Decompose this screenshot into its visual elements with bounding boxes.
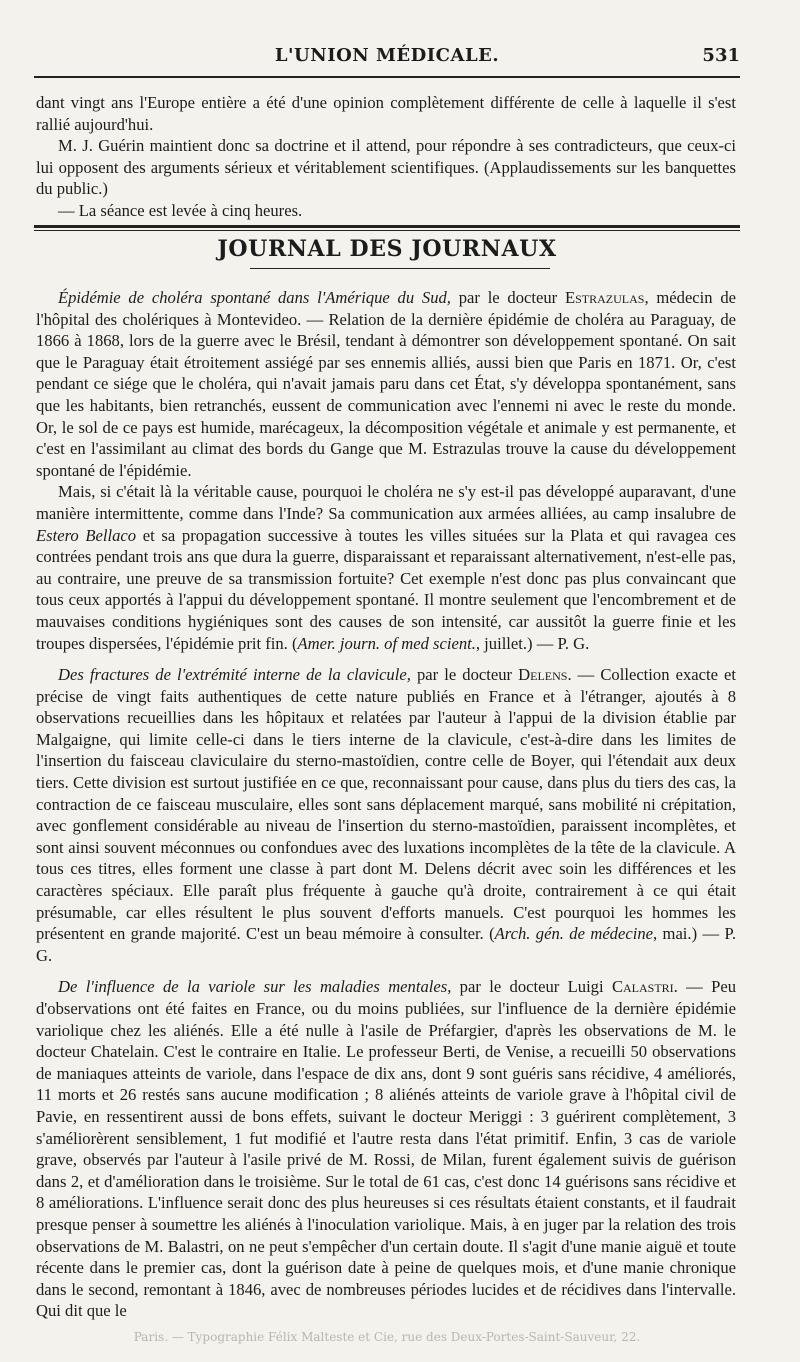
article-1-body: , médecin de l'hôpital des cholériques à Montevideo. — Relation de la dernière épidémie de choléra au Paraguay, de 1866 à 1868, lors de la guerre avec le Brésil, tendant à démontrer son développement spontané. On sait que le Paraguay était étroitement assiégé par ses ennemis alliés, aussi bien que Paris en 1871. Or, c'est pendant ce siége que le choléra, qui n'avait jamais paru dans cet État, s'y développa spontanément, sans que les habitants, bien retranchés, eussent de communication avec l'ennemi ni avec le reste du monde. Or, le sol de ce pays est humide, marécageux, la décomposition végétale et animale y est permanente, et c'est en l'assimilant au climat des bords du Gange que M. Estrazulas trouve la cause du développement spontané de l'épidémie.	[36, 288, 737, 480]
page-header	[34, 45, 740, 71]
article-3-by: par le docteur Luigi	[451, 977, 612, 997]
article-2-by: par le docteur	[410, 665, 519, 685]
intro-paragraph-2: M. J. Guérin maintient donc sa doctrine et il attend, pour répondre à ses contradicteurs, que ceux-ci lui opposent des arguments sérieux et véritablement scientifiques. (Applaudissements sur les banquettes du public.)	[36, 136, 736, 199]
intro-text	[36, 92, 736, 222]
article-1-paragraph-2	[36, 481, 736, 654]
article-1-author: Estrazulas	[564, 288, 645, 307]
article-3-title: De l'influence de la variole sur les maladies mentales,	[58, 977, 452, 997]
article-2-title: Des fractures de l'extrémité interne de la clavicule,	[58, 665, 411, 685]
section-title: JOURNAL DES JOURNAUX	[217, 236, 557, 262]
running-title: L'UNION MÉDICALE.	[274, 45, 500, 66]
article-3-body: . — Peu d'observations ont été faites en France, ou du moins publiées, sur l'influence de la dernière épidémie variolique chez les aliénés. Elle a été nulle à l'asile de Préfargier, d'après les observations de M. le docteur Chatelain. C'est le contraire en Italie. Le professeur Berti, de Venise, a recueilli 50 observations de maniaques atteints de variole, dans l'espace de dix ans, dont 9 sont guéris sans récidive, 4 améliorés, 11 morts et 26 restés sans aucune modification ; 8 aliénés atteints de variole grave à l'hôpital civil de Pavie, en ressentirent aussi de bons effets, suivant le docteur Meriggi : 3 guérirent complètement, 3 s'améliorèrent sensiblement, 1 fut modifié et l'autre resta dans l'état primitif. Enfin, 3 cas de variole grave, observés par l'auteur à l'asile privé de M. Rossi, de Milan, furent également suivis de guérison dans 2, et d'amélioration dans le troisième. Sur le total de 61 cas, c'est donc 14 guérisons sans récidive et 8 améliorations. L'influence serait donc des plus heureuses si ces résultats étaient constants, et il faudrait presque penser à soumettre les aliénés à l'inoculation variolique. Mais, à en juger par la relation des trois observations de M. Balastri, on ne peut s'empêcher d'un certain doute. Il s'agit d'une manie aiguë et toute récente dans le premier cas, dont la guérison date à peine de quelques mois, et d'une manie chronique dans le second, remontant à 1846, avec de nombreuses périodes lucides et de récidives dans l'intervalle. Qui dit que le	[36, 977, 736, 1321]
intro-paragraph-3: — La séance est levée à cinq heures.	[58, 200, 303, 220]
article-2-source: Arch. gén. de médecine	[494, 924, 653, 944]
article-2-end: , mai.) — P. G.	[36, 924, 736, 965]
article-1-by: par le docteur	[450, 288, 565, 307]
articles-text	[36, 287, 736, 1322]
article-2	[36, 664, 736, 966]
article-1-end: , juillet.) — P. G.	[475, 633, 590, 653]
article-1-title: Épidémie de choléra spontané dans l'Amérique du Sud,	[58, 288, 451, 307]
intro-paragraph-1: dant vingt ans l'Europe entière a été d'une opinion complètement différente de celle à laquelle il s'est rallié aujourd'hui.	[36, 93, 736, 134]
article-1	[36, 287, 736, 481]
section-title-underline	[250, 268, 550, 269]
article-2-author: Delens	[518, 665, 568, 685]
section-rule-top	[34, 225, 740, 228]
article-1-p2-place: Estero Bellaco	[36, 525, 137, 545]
page-number: 531	[702, 45, 740, 66]
article-2-body: . — Collection exacte et précise de vingt faits authentiques de cette nature publiés en France et à l'étranger, ajoutés à 8 observations recueillies dans les hôpitaux et relatées par l'auteur à l'appui de la division établie par Malgaigne, qui limite celle-ci dans le tiers interne de la clavicule, c'est-à-dire dans les limites de l'insertion du faisceau claviculaire du sterno-mastoïdien, contre celle de Boyer, qui l'étendait aux deux tiers. Cette division est surtout justifiée en ce que, reconnaissant pour cause, dans plus du tiers des cas, la contraction de ce faisceau musculaire, elles sont sans déplacement marqué, sans mobilité ni crépitation, avec gonflement considérable au niveau de l'insertion du sterno-mastoïdien, paraissent incomplètes, et sont ainsi souvent méconnues ou confondues avec des luxations incomplètes de la tête de la clavicule. A tous ces titres, elles forment une classe à part dont M. Delens décrit avec soin les différences et les caractères spéciaux. Elle paraît plus fréquente à gauche qu'à droite, contrairement à ce qui était présumable, car elles résultent le plus souvent d'efforts manuels. C'est pourquoi les hommes les présentent en grande majorité. C'est un beau mémoire à consulter. (	[36, 665, 737, 944]
header-rule	[34, 76, 740, 78]
article-1-p2-text: Mais, si c'était là la véritable cause, pourquoi le choléra ne s'y est-il pas développé auparavant, d'une manière intermittente, comme dans l'Inde? Sa communication aux armées alliées, au camp insalubre de	[36, 482, 736, 523]
article-3	[36, 976, 736, 1322]
article-1-source: Amer. journ. of med scient.	[297, 633, 476, 653]
article-1-p2-text-b: et sa propagation successive à toutes les villes situées sur la Plata et qui ravagea ces contrées pendant trois ans que dura la guerre, disparaissant et reparaissant alternativement, n'est-elle pas, au contraire, une preuve de sa transmission fortuite? Cet exemple n'est donc pas plus convaincant que tous ceux apportés à l'appui du développement spontané. Il montre seulement que l'encombrement et de mauvaises conditions hygiéniques sont des causes de son intensité, car aussitôt la guerre finie et les troupes dispersées, l'épidémie prit fin. (	[36, 525, 736, 653]
section-rule-top-thin	[34, 230, 740, 231]
printer-footer: Paris. — Typographie Félix Malteste et Cie, rue des Deux-Portes-Saint-Sauveur, 22.	[133, 1330, 641, 1344]
article-3-author: Calastri	[611, 977, 674, 997]
